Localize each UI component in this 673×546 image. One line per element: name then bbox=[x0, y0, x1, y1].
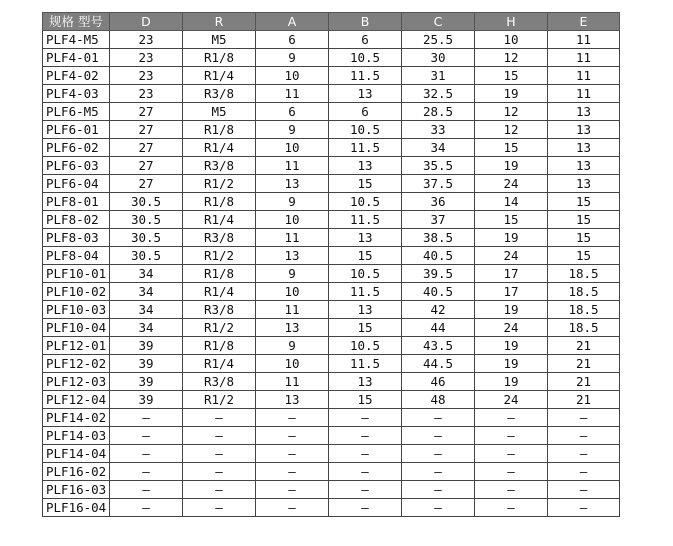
cell-c: 31 bbox=[402, 67, 475, 85]
cell-a: – bbox=[256, 427, 329, 445]
table-row bbox=[43, 193, 620, 211]
cell-a: 11 bbox=[256, 157, 329, 175]
table-body bbox=[43, 31, 620, 517]
cell-c: 42 bbox=[402, 301, 475, 319]
cell-c: – bbox=[402, 481, 475, 499]
cell-c: 44 bbox=[402, 319, 475, 337]
cell-r: R1/4 bbox=[183, 283, 256, 301]
cell-h: 24 bbox=[475, 175, 548, 193]
cell-r: R3/8 bbox=[183, 85, 256, 103]
cell-a: 10 bbox=[256, 283, 329, 301]
cell-model: PLF10-01 bbox=[43, 265, 110, 283]
table-row bbox=[43, 31, 620, 49]
cell-r: – bbox=[183, 481, 256, 499]
cell-h: – bbox=[475, 445, 548, 463]
cell-d: 30.5 bbox=[110, 193, 183, 211]
cell-r: R1/4 bbox=[183, 211, 256, 229]
cell-model: PLF6-03 bbox=[43, 157, 110, 175]
cell-a: 10 bbox=[256, 211, 329, 229]
cell-c: 30 bbox=[402, 49, 475, 67]
cell-e: 11 bbox=[548, 31, 620, 49]
table-row bbox=[43, 283, 620, 301]
cell-e: 21 bbox=[548, 337, 620, 355]
cell-h: – bbox=[475, 499, 548, 517]
table-row bbox=[43, 103, 620, 121]
cell-e: 13 bbox=[548, 121, 620, 139]
table-row bbox=[43, 157, 620, 175]
cell-b: 13 bbox=[329, 301, 402, 319]
cell-b: – bbox=[329, 427, 402, 445]
cell-c: – bbox=[402, 427, 475, 445]
cell-d: – bbox=[110, 499, 183, 517]
cell-c: – bbox=[402, 499, 475, 517]
cell-r: R1/4 bbox=[183, 139, 256, 157]
cell-d: 39 bbox=[110, 391, 183, 409]
table-row bbox=[43, 319, 620, 337]
cell-c: 40.5 bbox=[402, 247, 475, 265]
cell-e: 11 bbox=[548, 49, 620, 67]
cell-b: 15 bbox=[329, 175, 402, 193]
cell-h: 19 bbox=[475, 157, 548, 175]
table-row bbox=[43, 409, 620, 427]
table-row bbox=[43, 499, 620, 517]
table-row bbox=[43, 139, 620, 157]
cell-a: – bbox=[256, 445, 329, 463]
cell-b: 13 bbox=[329, 85, 402, 103]
cell-b: 15 bbox=[329, 391, 402, 409]
cell-d: 27 bbox=[110, 175, 183, 193]
cell-a: 9 bbox=[256, 121, 329, 139]
cell-r: R1/2 bbox=[183, 247, 256, 265]
cell-r: R1/4 bbox=[183, 355, 256, 373]
cell-r: R1/2 bbox=[183, 175, 256, 193]
cell-e: 15 bbox=[548, 247, 620, 265]
cell-b: – bbox=[329, 463, 402, 481]
cell-h: 24 bbox=[475, 319, 548, 337]
table-row bbox=[43, 121, 620, 139]
cell-model: PLF4-M5 bbox=[43, 31, 110, 49]
cell-c: 37.5 bbox=[402, 175, 475, 193]
cell-a: 6 bbox=[256, 103, 329, 121]
cell-e: 15 bbox=[548, 229, 620, 247]
cell-c: 38.5 bbox=[402, 229, 475, 247]
table-row bbox=[43, 337, 620, 355]
cell-model: PLF12-01 bbox=[43, 337, 110, 355]
cell-h: 19 bbox=[475, 373, 548, 391]
cell-model: PLF4-02 bbox=[43, 67, 110, 85]
cell-c: 48 bbox=[402, 391, 475, 409]
cell-e: 18.5 bbox=[548, 301, 620, 319]
cell-h: 19 bbox=[475, 85, 548, 103]
cell-e: 13 bbox=[548, 139, 620, 157]
cell-b: – bbox=[329, 499, 402, 517]
cell-d: 27 bbox=[110, 139, 183, 157]
cell-c: 32.5 bbox=[402, 85, 475, 103]
spec-table bbox=[42, 12, 620, 517]
header-cell-model: 规格 型号 bbox=[43, 13, 110, 31]
cell-b: 11.5 bbox=[329, 355, 402, 373]
cell-b: 13 bbox=[329, 229, 402, 247]
cell-model: PLF10-04 bbox=[43, 319, 110, 337]
cell-d: 30.5 bbox=[110, 247, 183, 265]
cell-h: 19 bbox=[475, 355, 548, 373]
cell-model: PLF14-04 bbox=[43, 445, 110, 463]
cell-b: 6 bbox=[329, 103, 402, 121]
table-row bbox=[43, 85, 620, 103]
cell-model: PLF8-03 bbox=[43, 229, 110, 247]
header-cell-h: H bbox=[475, 13, 548, 31]
cell-b: 10.5 bbox=[329, 265, 402, 283]
cell-c: 40.5 bbox=[402, 283, 475, 301]
cell-c: 37 bbox=[402, 211, 475, 229]
cell-a: – bbox=[256, 409, 329, 427]
cell-a: 13 bbox=[256, 391, 329, 409]
cell-d: 23 bbox=[110, 31, 183, 49]
cell-c: – bbox=[402, 463, 475, 481]
cell-model: PLF16-03 bbox=[43, 481, 110, 499]
cell-e: 13 bbox=[548, 103, 620, 121]
cell-c: – bbox=[402, 445, 475, 463]
cell-a: 11 bbox=[256, 85, 329, 103]
cell-c: 33 bbox=[402, 121, 475, 139]
cell-h: 12 bbox=[475, 103, 548, 121]
table-row bbox=[43, 373, 620, 391]
cell-b: 11.5 bbox=[329, 67, 402, 85]
cell-h: 15 bbox=[475, 139, 548, 157]
cell-h: – bbox=[475, 409, 548, 427]
cell-r: R3/8 bbox=[183, 229, 256, 247]
cell-d: 34 bbox=[110, 283, 183, 301]
cell-a: 13 bbox=[256, 319, 329, 337]
cell-d: – bbox=[110, 445, 183, 463]
cell-d: 30.5 bbox=[110, 229, 183, 247]
cell-a: 9 bbox=[256, 265, 329, 283]
cell-r: – bbox=[183, 427, 256, 445]
cell-model: PLF12-03 bbox=[43, 373, 110, 391]
cell-model: PLF6-02 bbox=[43, 139, 110, 157]
cell-a: 11 bbox=[256, 229, 329, 247]
cell-r: – bbox=[183, 499, 256, 517]
cell-b: 15 bbox=[329, 247, 402, 265]
cell-e: 21 bbox=[548, 355, 620, 373]
cell-d: 39 bbox=[110, 337, 183, 355]
cell-c: 44.5 bbox=[402, 355, 475, 373]
cell-e: 21 bbox=[548, 391, 620, 409]
header-cell-a: A bbox=[256, 13, 329, 31]
cell-e: – bbox=[548, 409, 620, 427]
cell-d: 23 bbox=[110, 85, 183, 103]
cell-b: 10.5 bbox=[329, 49, 402, 67]
table-row bbox=[43, 229, 620, 247]
cell-c: 39.5 bbox=[402, 265, 475, 283]
cell-model: PLF4-03 bbox=[43, 85, 110, 103]
table-row bbox=[43, 265, 620, 283]
cell-d: – bbox=[110, 481, 183, 499]
cell-r: R3/8 bbox=[183, 157, 256, 175]
cell-d: – bbox=[110, 427, 183, 445]
spec-table-container bbox=[42, 12, 620, 517]
cell-h: 15 bbox=[475, 67, 548, 85]
cell-e: 11 bbox=[548, 67, 620, 85]
cell-b: 13 bbox=[329, 373, 402, 391]
cell-r: R1/2 bbox=[183, 319, 256, 337]
cell-c: 46 bbox=[402, 373, 475, 391]
cell-r: R1/8 bbox=[183, 121, 256, 139]
header-cell-d: D bbox=[110, 13, 183, 31]
cell-r: M5 bbox=[183, 103, 256, 121]
cell-h: 24 bbox=[475, 391, 548, 409]
cell-e: 13 bbox=[548, 157, 620, 175]
header-cell-r: R bbox=[183, 13, 256, 31]
cell-r: R1/2 bbox=[183, 391, 256, 409]
cell-h: – bbox=[475, 481, 548, 499]
cell-r: – bbox=[183, 445, 256, 463]
cell-h: 12 bbox=[475, 121, 548, 139]
cell-a: 9 bbox=[256, 337, 329, 355]
cell-model: PLF6-04 bbox=[43, 175, 110, 193]
cell-a: 11 bbox=[256, 373, 329, 391]
cell-d: 30.5 bbox=[110, 211, 183, 229]
cell-h: 17 bbox=[475, 283, 548, 301]
cell-d: 39 bbox=[110, 373, 183, 391]
cell-h: 15 bbox=[475, 211, 548, 229]
cell-model: PLF16-04 bbox=[43, 499, 110, 517]
cell-model: PLF12-02 bbox=[43, 355, 110, 373]
cell-e: 21 bbox=[548, 373, 620, 391]
cell-b: 6 bbox=[329, 31, 402, 49]
cell-r: – bbox=[183, 463, 256, 481]
cell-d: 27 bbox=[110, 121, 183, 139]
cell-a: 10 bbox=[256, 139, 329, 157]
cell-a: 9 bbox=[256, 193, 329, 211]
cell-c: 25.5 bbox=[402, 31, 475, 49]
cell-e: 13 bbox=[548, 175, 620, 193]
cell-c: 28.5 bbox=[402, 103, 475, 121]
cell-h: – bbox=[475, 463, 548, 481]
cell-b: – bbox=[329, 481, 402, 499]
header-cell-e: E bbox=[548, 13, 620, 31]
cell-h: 19 bbox=[475, 301, 548, 319]
table-row bbox=[43, 175, 620, 193]
cell-model: PLF10-03 bbox=[43, 301, 110, 319]
header-row bbox=[43, 13, 620, 31]
cell-b: 10.5 bbox=[329, 121, 402, 139]
cell-a: – bbox=[256, 481, 329, 499]
cell-c: – bbox=[402, 409, 475, 427]
table-row bbox=[43, 49, 620, 67]
cell-e: – bbox=[548, 445, 620, 463]
cell-e: 15 bbox=[548, 193, 620, 211]
cell-e: – bbox=[548, 463, 620, 481]
cell-r: R1/8 bbox=[183, 193, 256, 211]
cell-model: PLF12-04 bbox=[43, 391, 110, 409]
cell-r: R3/8 bbox=[183, 301, 256, 319]
cell-r: R1/4 bbox=[183, 67, 256, 85]
cell-a: 9 bbox=[256, 49, 329, 67]
cell-a: 10 bbox=[256, 355, 329, 373]
cell-r: R1/8 bbox=[183, 265, 256, 283]
cell-c: 36 bbox=[402, 193, 475, 211]
cell-d: 27 bbox=[110, 157, 183, 175]
table-row bbox=[43, 391, 620, 409]
cell-e: 15 bbox=[548, 211, 620, 229]
cell-b: – bbox=[329, 445, 402, 463]
cell-model: PLF14-03 bbox=[43, 427, 110, 445]
cell-a: 13 bbox=[256, 175, 329, 193]
table-row bbox=[43, 247, 620, 265]
table-header bbox=[43, 13, 620, 31]
cell-model: PLF8-02 bbox=[43, 211, 110, 229]
cell-e: 18.5 bbox=[548, 319, 620, 337]
cell-model: PLF6-01 bbox=[43, 121, 110, 139]
cell-h: 19 bbox=[475, 337, 548, 355]
cell-c: 35.5 bbox=[402, 157, 475, 175]
cell-c: 43.5 bbox=[402, 337, 475, 355]
cell-e: – bbox=[548, 481, 620, 499]
cell-model: PLF8-04 bbox=[43, 247, 110, 265]
cell-h: – bbox=[475, 427, 548, 445]
header-cell-c: C bbox=[402, 13, 475, 31]
cell-d: 39 bbox=[110, 355, 183, 373]
cell-b: 15 bbox=[329, 319, 402, 337]
cell-h: 10 bbox=[475, 31, 548, 49]
cell-b: 10.5 bbox=[329, 337, 402, 355]
cell-r: – bbox=[183, 409, 256, 427]
cell-b: 10.5 bbox=[329, 193, 402, 211]
cell-b: 11.5 bbox=[329, 139, 402, 157]
cell-model: PLF14-02 bbox=[43, 409, 110, 427]
cell-h: 14 bbox=[475, 193, 548, 211]
cell-b: 11.5 bbox=[329, 211, 402, 229]
cell-a: 13 bbox=[256, 247, 329, 265]
cell-e: 11 bbox=[548, 85, 620, 103]
table-row bbox=[43, 427, 620, 445]
cell-r: R3/8 bbox=[183, 373, 256, 391]
cell-h: 17 bbox=[475, 265, 548, 283]
cell-d: 23 bbox=[110, 67, 183, 85]
table-row bbox=[43, 211, 620, 229]
table-row bbox=[43, 67, 620, 85]
table-row bbox=[43, 301, 620, 319]
cell-e: 18.5 bbox=[548, 283, 620, 301]
cell-a: 6 bbox=[256, 31, 329, 49]
cell-model: PLF10-02 bbox=[43, 283, 110, 301]
cell-d: – bbox=[110, 463, 183, 481]
cell-model: PLF16-02 bbox=[43, 463, 110, 481]
cell-h: 12 bbox=[475, 49, 548, 67]
cell-a: 11 bbox=[256, 301, 329, 319]
cell-d: 34 bbox=[110, 265, 183, 283]
cell-b: 11.5 bbox=[329, 283, 402, 301]
cell-d: – bbox=[110, 409, 183, 427]
cell-e: – bbox=[548, 499, 620, 517]
table-row bbox=[43, 445, 620, 463]
table-row bbox=[43, 355, 620, 373]
cell-a: – bbox=[256, 463, 329, 481]
cell-model: PLF8-01 bbox=[43, 193, 110, 211]
header-cell-b: B bbox=[329, 13, 402, 31]
cell-r: R1/8 bbox=[183, 49, 256, 67]
cell-d: 34 bbox=[110, 319, 183, 337]
cell-r: R1/8 bbox=[183, 337, 256, 355]
cell-c: 34 bbox=[402, 139, 475, 157]
cell-b: – bbox=[329, 409, 402, 427]
cell-h: 19 bbox=[475, 229, 548, 247]
cell-d: 27 bbox=[110, 103, 183, 121]
cell-model: PLF4-01 bbox=[43, 49, 110, 67]
cell-a: 10 bbox=[256, 67, 329, 85]
cell-d: 23 bbox=[110, 49, 183, 67]
cell-e: – bbox=[548, 427, 620, 445]
cell-r: M5 bbox=[183, 31, 256, 49]
cell-d: 34 bbox=[110, 301, 183, 319]
cell-a: – bbox=[256, 499, 329, 517]
cell-model: PLF6-M5 bbox=[43, 103, 110, 121]
cell-e: 18.5 bbox=[548, 265, 620, 283]
cell-h: 24 bbox=[475, 247, 548, 265]
cell-b: 13 bbox=[329, 157, 402, 175]
table-row bbox=[43, 481, 620, 499]
table-row bbox=[43, 463, 620, 481]
